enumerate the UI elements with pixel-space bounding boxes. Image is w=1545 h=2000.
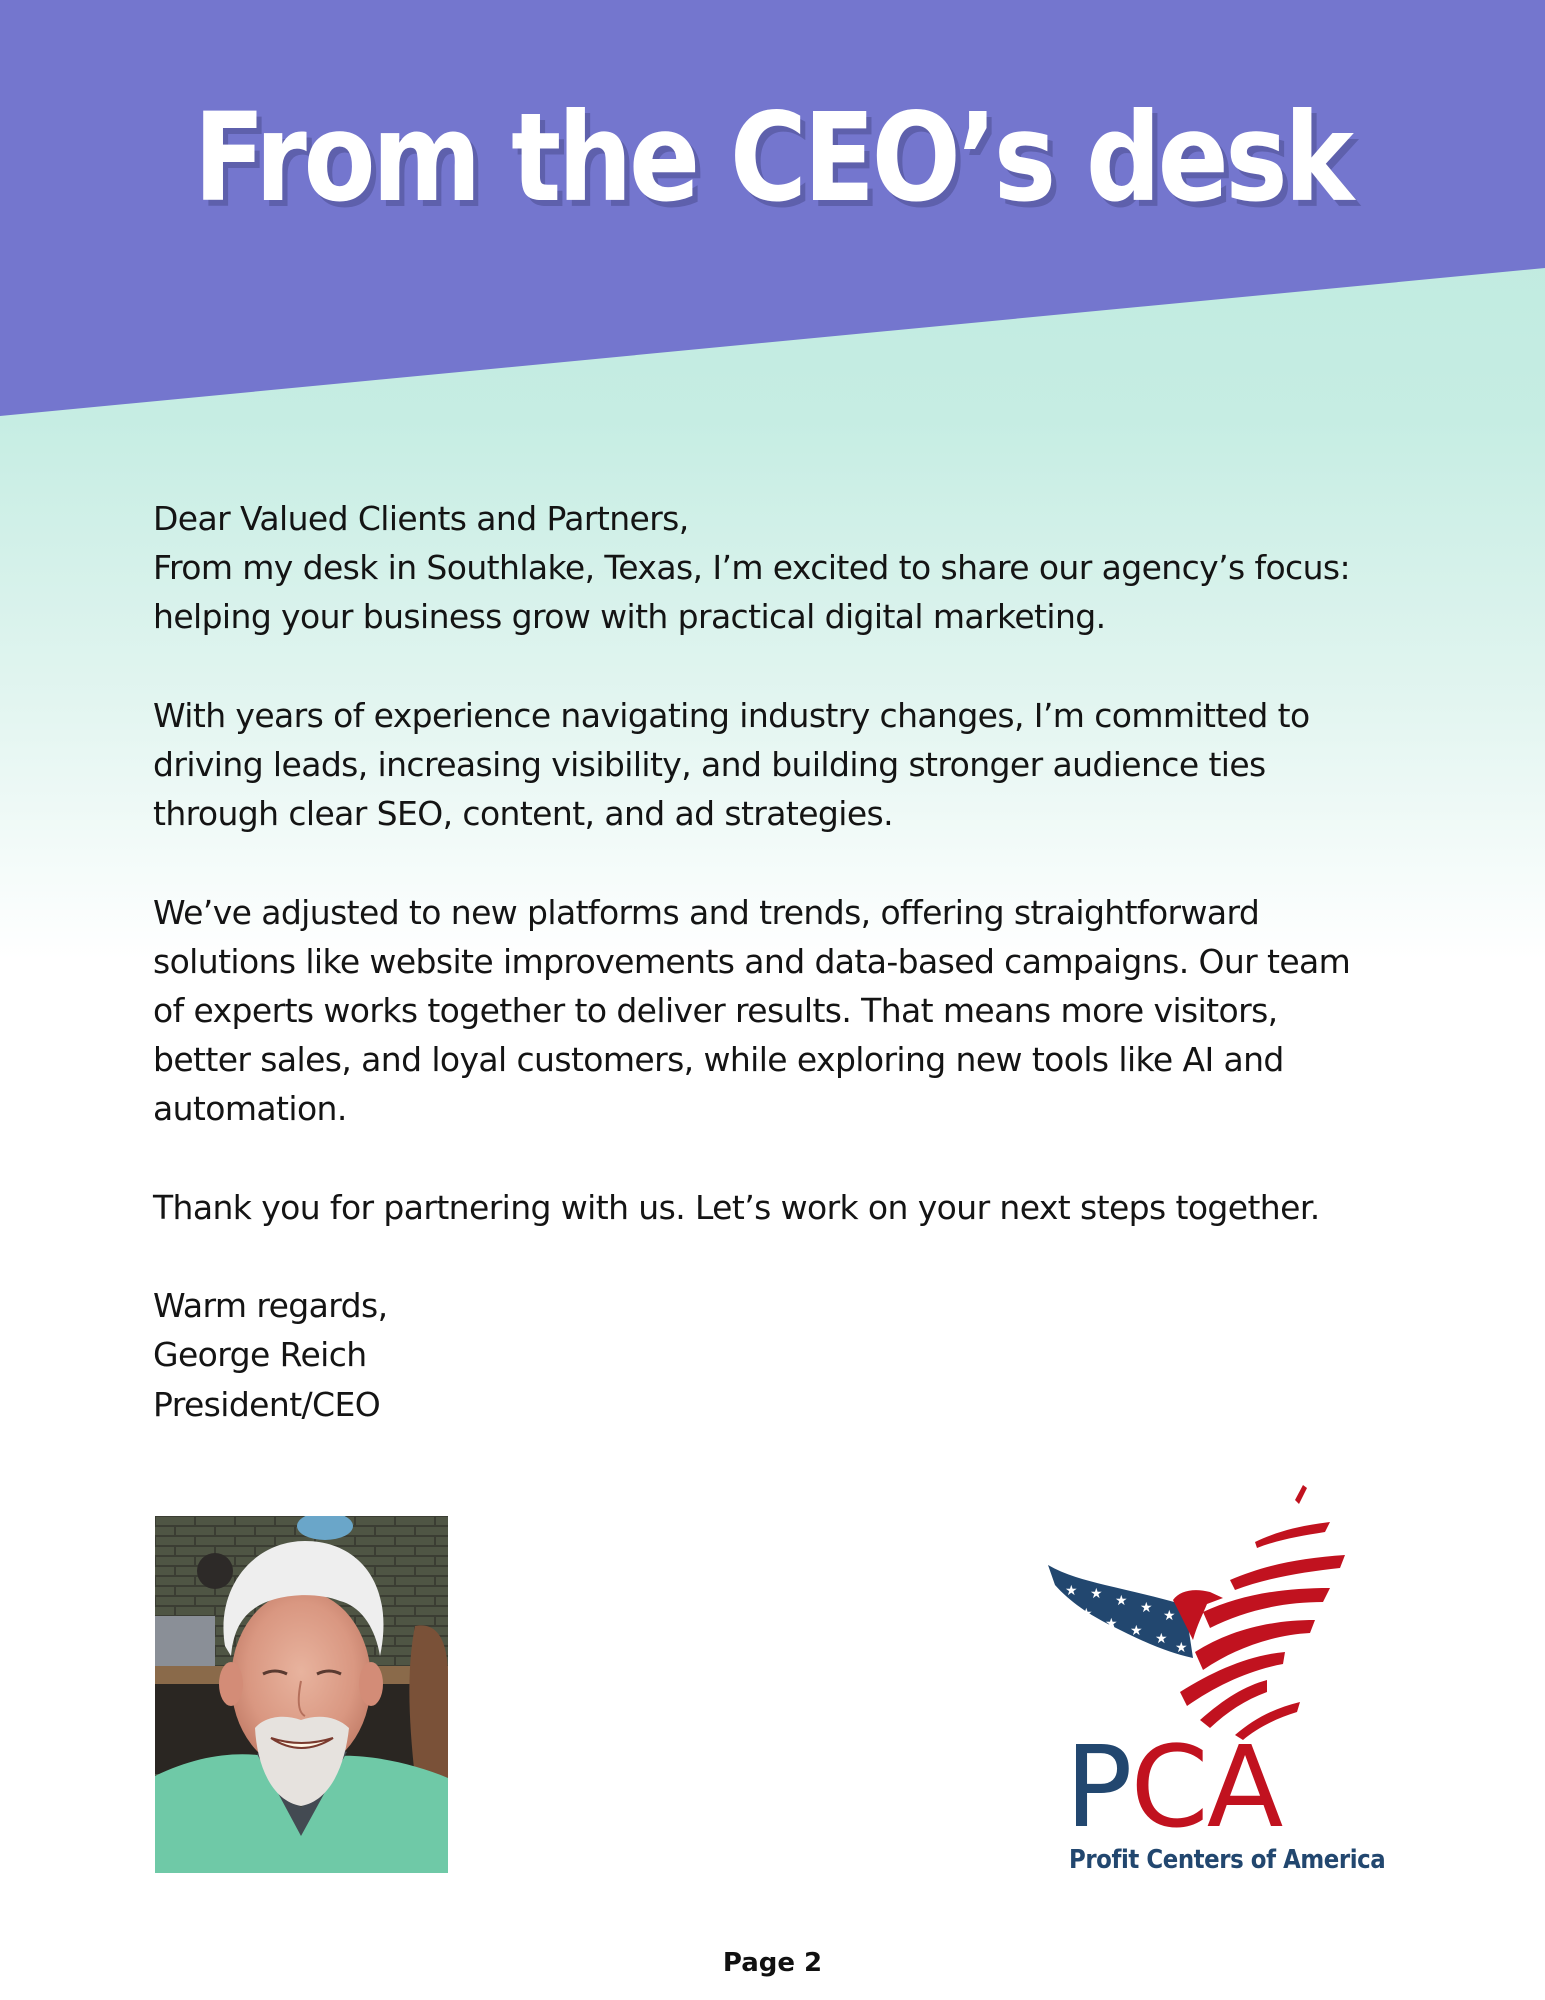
- svg-text:★: ★: [1140, 1600, 1153, 1616]
- paragraph-gap: [153, 838, 1453, 887]
- paragraph-solutions: [153, 888, 1453, 1134]
- svg-text:★: ★: [1080, 1606, 1093, 1622]
- paragraph-line: We’ve adjusted to new platforms and trends, offering straightforward: [153, 892, 1260, 932]
- paragraph-line: driving leads, increasing visibility, and building stronger audience ties: [153, 745, 1266, 784]
- paragraph-line: solutions like website improvements and data-based campaigns. Our team: [153, 941, 1351, 981]
- signer-name: George Reich: [153, 1335, 367, 1375]
- paragraph-line: of experts works together to deliver results. That means more visitors,: [153, 991, 1278, 1030]
- closing: Warm regards,: [153, 1286, 388, 1326]
- svg-text:★: ★: [1090, 1586, 1103, 1602]
- paragraph-line: helping your business grow with practical digital marketing.: [153, 597, 1106, 637]
- svg-text:★: ★: [1115, 1593, 1128, 1609]
- svg-text:★: ★: [1105, 1616, 1118, 1632]
- paragraph-line: better sales, and loyal customers, while exploring new tools like AI and: [153, 1040, 1284, 1080]
- svg-text:★: ★: [1130, 1623, 1143, 1639]
- svg-text:★: ★: [1155, 1631, 1168, 1647]
- letter-body: [153, 494, 1453, 1429]
- wordmark-ca: CA: [1130, 1723, 1282, 1853]
- paragraph-experience: [153, 691, 1453, 839]
- svg-text:★: ★: [1175, 1640, 1188, 1656]
- salutation: Dear Valued Clients and Partners,: [153, 499, 689, 538]
- paragraph-line: automation.: [153, 1089, 347, 1129]
- paragraph-gap: [153, 1232, 1453, 1281]
- paragraph-line: through clear SEO, content, and ad strategies.: [153, 794, 894, 834]
- paragraph-gap: [153, 1134, 1453, 1183]
- logo-tagline: Profit Centers of America: [1069, 1845, 1386, 1875]
- eagle-flag-icon: [1045, 1480, 1405, 1740]
- paragraph-intro: [153, 543, 1453, 641]
- page-title: From the CEO’s desk: [193, 87, 1351, 229]
- pca-logo: [1045, 1480, 1405, 1880]
- signer-title: President/CEO: [153, 1384, 381, 1424]
- svg-text:★: ★: [1163, 1608, 1176, 1624]
- signature-block: [153, 1281, 1453, 1429]
- svg-text:★: ★: [1065, 1583, 1078, 1599]
- paragraph-line: From my desk in Southlake, Texas, I’m excited to share our agency’s focus:: [153, 548, 1351, 588]
- paragraph-line: With years of experience navigating industry changes, I’m committed to: [153, 695, 1310, 735]
- pca-wordmark: [1065, 1723, 1405, 1853]
- wordmark-p: P: [1065, 1723, 1131, 1853]
- paragraph-gap: [153, 642, 1453, 691]
- paragraph-thanks: [153, 1183, 1453, 1232]
- ceo-portrait-photo: [155, 1516, 448, 1873]
- portrait-illustration: [155, 1516, 448, 1873]
- paragraph-line: Thank you for partnering with us. Let’s work on your next steps together.: [153, 1187, 1320, 1227]
- page-number: Page 2: [722, 1948, 823, 1978]
